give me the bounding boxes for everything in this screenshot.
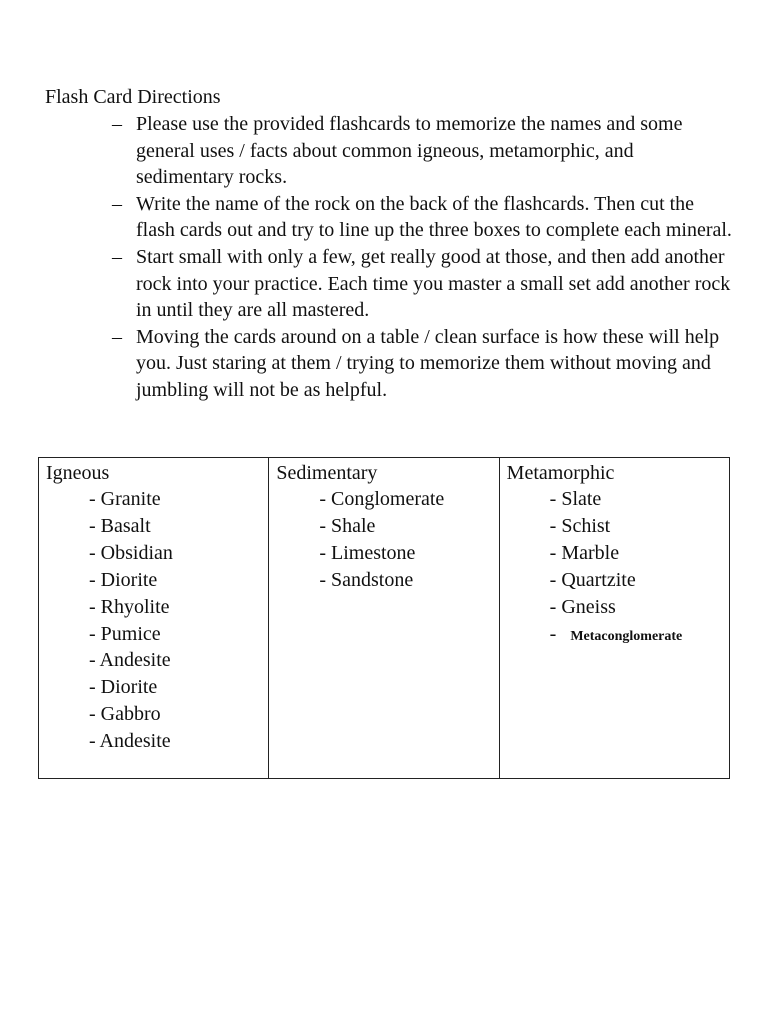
list-item-text: Metaconglomerate <box>570 628 683 644</box>
direction-text: Start small with only a few, get really good at those, and then add another rock into your practice. Each time you master a small set add another rock in until they are all mastered. <box>136 245 731 322</box>
dash-bullet: – <box>112 113 122 135</box>
igneous-column <box>39 458 269 779</box>
list-item: - Basalt <box>89 514 151 537</box>
list-item: - Diorite <box>89 676 158 699</box>
igneous-list <box>39 486 268 755</box>
dash-bullet: – <box>112 192 122 215</box>
list-item: - Obsidian <box>89 541 173 564</box>
direction-item <box>112 111 732 191</box>
igneous-heading: Igneous <box>46 462 110 484</box>
list-item: - Diorite <box>89 568 158 591</box>
list-dash: - <box>549 622 557 645</box>
list-item <box>550 621 729 651</box>
page-heading: Flash Card Directions <box>45 86 221 108</box>
directions-list <box>112 111 732 404</box>
sedimentary-list <box>269 486 498 594</box>
metamorphic-list <box>500 486 729 650</box>
list-item: - Schist <box>549 514 611 537</box>
direction-text: Moving the cards around on a table / clean surface is how these will help you. Just staring at them / trying to memorize them without moving and jumbling will not be as helpful. <box>136 325 720 401</box>
list-item: - Pumice <box>89 622 161 645</box>
direction-item <box>112 244 732 324</box>
list-item: - Slate <box>549 488 602 510</box>
rock-table <box>38 457 730 779</box>
list-item: - Rhyolite <box>89 595 170 618</box>
list-item: - Shale <box>319 514 376 537</box>
list-item: - Andesite <box>89 730 171 753</box>
dash-bullet: – <box>112 325 122 348</box>
direction-item <box>112 324 732 404</box>
list-item: - Conglomerate <box>319 488 445 510</box>
list-item: - Marble <box>549 541 620 564</box>
metamorphic-column <box>499 458 729 779</box>
dash-bullet: – <box>112 245 122 268</box>
direction-text: Write the name of the rock on the back of the flashcards. Then cut the flash cards out and try to line up the three boxes to complete each mineral. <box>136 192 732 242</box>
direction-item <box>112 191 732 244</box>
list-item: - Sandstone <box>319 568 414 591</box>
table-row <box>39 458 730 779</box>
metamorphic-heading: Metamorphic <box>506 462 615 484</box>
list-item: - Gneiss <box>549 595 616 618</box>
sedimentary-heading: Sedimentary <box>276 462 378 484</box>
list-item: - Andesite <box>89 649 171 672</box>
list-item: - Granite <box>89 488 161 510</box>
list-item: - Gabbro <box>89 703 161 726</box>
direction-text: Please use the provided flashcards to memorize the names and some general uses / facts about common igneous, metamorphic, and sedimentary rocks. <box>136 113 683 189</box>
list-item: - Quartzite <box>549 568 636 591</box>
sedimentary-column <box>269 458 499 779</box>
list-item: - Limestone <box>319 541 416 564</box>
